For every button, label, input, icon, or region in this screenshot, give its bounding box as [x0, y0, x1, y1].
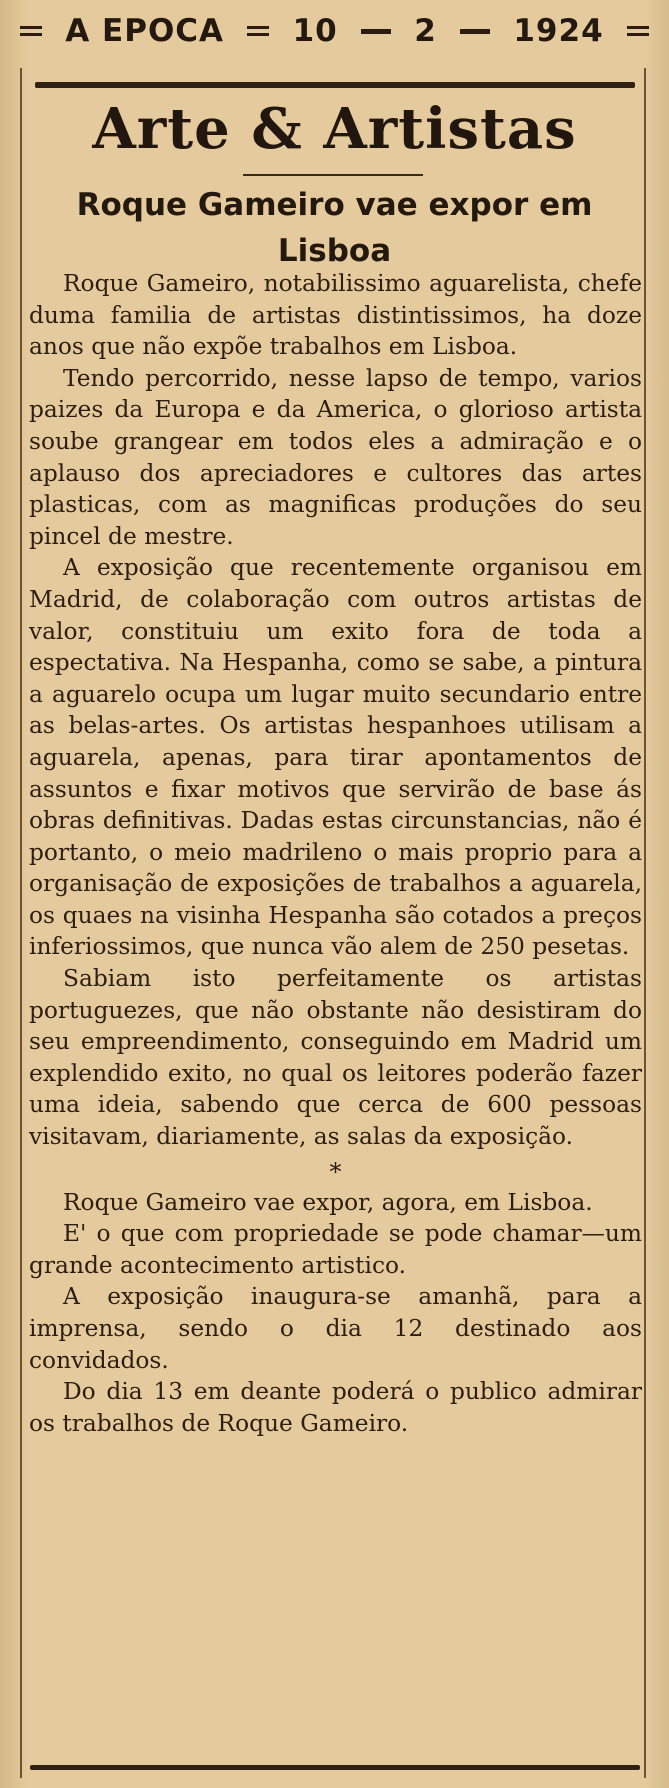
article-paragraph: Sabiam isto perfeitamente os artistas portuguezes, que não obstante não desistiram do seu empreendimento, conseguindo em Madrid um explendido exito, no qual os leitores poderão fazer uma ideia, sabendo que cerca de 600 pessoas visitavam, diariamente, as salas da exposição. — [29, 965, 642, 1151]
top-rule — [35, 82, 635, 88]
article-body — [29, 268, 642, 1439]
section-title: Arte & Artistas — [92, 96, 577, 162]
article-paragraph: A exposição inaugura-se amanhã, para a imprensa, sendo o dia 12 destinado aos convidados. — [29, 1283, 642, 1374]
masthead — [0, 0, 669, 62]
masthead-dash — [20, 26, 42, 36]
masthead-dash — [460, 29, 490, 34]
article-paragraph: Do dia 13 em deante poderá o publico admirar os trabalhos de Roque Gameiro. — [29, 1378, 642, 1437]
newspaper-name: A EPOCA — [65, 13, 225, 49]
date-month: 2 — [414, 13, 437, 49]
masthead-dash — [247, 26, 269, 36]
article-paragraph: Tendo percorrido, nesse lapso de tempo, varios paizes da Europa e da America, o glorioso artista soube grangear em todos eles a admiração e o aplauso dos apreciadores e cultores das artes plasticas, com as magnificas produções do seu pincel de mestre. — [29, 364, 642, 550]
article-paragraph: E' o que com propriedade se pode chamar—um grande acontecimento artistico. — [29, 1220, 642, 1279]
article-headline: Roque Gameiro vae expor em Lisboa — [76, 187, 593, 269]
date-year: 1924 — [513, 13, 604, 49]
article-paragraph: Roque Gameiro, notabilissimo aguarelista, chefe duma familia de artistas distintissimos, ha doze anos que não expõe trabalhos em Lisboa. — [29, 270, 642, 361]
title-underline — [243, 174, 423, 176]
article-paragraph: Roque Gameiro vae expor, agora, em Lisboa. — [63, 1188, 593, 1216]
masthead-dash — [627, 26, 649, 36]
masthead-dash — [361, 29, 391, 34]
date-day: 10 — [292, 13, 338, 49]
article-paragraph: A exposição que recentemente organisou em Madrid, de colaboração com outros artistas de valor, constituiu um exito fora de toda a espectativa. Na Hespanha, como se sabe, a pintura a aguarelo ocupa um lugar muito secundario entre as belas-artes. Os artistas hespanhoes utilisam a aguarela, apenas, para tirar apontamentos de assuntos e fixar motivos que servirão de base ás obras definitivas. Dadas estas circunstancias, não é portanto, o meio madrileno o mais proprio para a organisação de exposições de trabalhos a aguarela, os quaes na visinha Hespanha são cotados a preços inferiossimos, que nunca vão alem de 250 pesetas. — [29, 554, 642, 961]
bottom-rule — [30, 1765, 640, 1770]
asterisk-divider: * — [329, 1157, 342, 1186]
